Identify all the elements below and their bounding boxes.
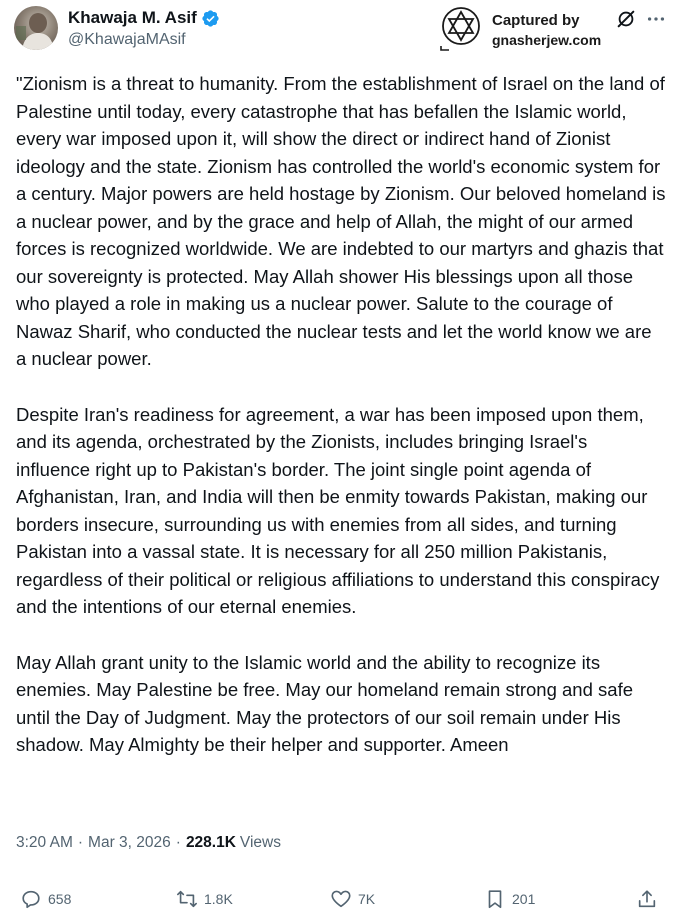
tweet-paragraph-3: May Allah grant unity to the Islamic world and the ability to recognize its enemies. May Palestine be free. May our homeland remain strong and safe until the Day of Judgment. May the protectors of our soil remain under His shadow. May Almighty be their helper and supporter. Ameen — [16, 651, 633, 755]
views-count: 228.1K — [185, 834, 236, 851]
bookmark-button[interactable] — [484, 888, 535, 910]
share-icon — [636, 888, 658, 910]
tweet-meta — [16, 834, 281, 852]
like-button[interactable] — [330, 888, 375, 910]
tweet-time[interactable]: 3:20 AM — [16, 834, 73, 851]
tweet-paragraph-2: Despite Iran's readiness for agreement, a war has been imposed upon them, and its agenda, orchestrated by the Zionists, includes bringing Israel's influence right up to Pakistan's border. The joint single point agenda of Afghanistan, Iran, and India will then be enmity towards Pakistan, making our borders insecure, surrounding us with enemies from all sides, and turning Pakistan into a vassal state. It is necessary for all 250 million Pakistanis, regardless of their political or religious affiliations to understand this conspiracy and the intentions of our eternal enemies. — [16, 403, 660, 617]
author-name-row — [68, 8, 220, 28]
tweet-date[interactable]: Mar 3, 2026 — [88, 834, 171, 851]
reply-icon — [20, 888, 42, 910]
watermark — [437, 4, 617, 54]
tweet-text — [16, 70, 666, 787]
author-handle[interactable]: @KhawajaMAsif — [68, 31, 186, 48]
action-bar — [0, 862, 680, 907]
reply-button[interactable] — [20, 888, 71, 910]
star-of-david-icon — [437, 4, 485, 52]
bookmark-count: 201 — [512, 891, 536, 907]
bookmark-icon — [484, 888, 506, 910]
share-button[interactable] — [636, 888, 664, 910]
avatar[interactable] — [14, 6, 58, 50]
avatar-image — [14, 6, 58, 50]
watermark-caption: Captured by — [492, 12, 580, 29]
author-display-name[interactable]: Khawaja M. Asif — [68, 8, 197, 27]
reply-count: 658 — [48, 891, 72, 907]
grok-icon[interactable] — [615, 8, 637, 30]
repost-button[interactable] — [176, 888, 233, 910]
tweet-paragraph-1: "Zionism is a threat to humanity. From the establishment of Israel on the land of Palestine until today, every catastrophe that has befallen the Islamic world, every war imposed upon it, will show the direct or indirect hand of Zionist ideology and the state. Zionism has controlled the world's economic system for a century. Major powers are held hostage by Zionism. Our beloved homeland is a nuclear power, and by the grace and help of Allah, the might of our armed forces is recognized worldwide. We are indebted to our martyrs and ghazis that our sovereignty is protected. May Allah shower His blessings upon all those who played a role in making us a nuclear power. Salute to the courage of Nawaz Sharif, who conducted the nuclear tests and let the world know we are a nuclear power. — [16, 73, 666, 369]
views-label: Views — [239, 834, 281, 851]
repost-icon — [176, 888, 198, 910]
verified-badge-icon — [201, 9, 220, 28]
meta-separator: · — [175, 834, 181, 851]
meta-separator: · — [77, 834, 84, 851]
like-count: 7K — [358, 891, 376, 907]
more-options-icon[interactable] — [645, 8, 667, 30]
heart-icon — [330, 888, 352, 910]
watermark-site: gnasherjew.com — [492, 32, 602, 48]
repost-count: 1.8K — [204, 891, 233, 907]
